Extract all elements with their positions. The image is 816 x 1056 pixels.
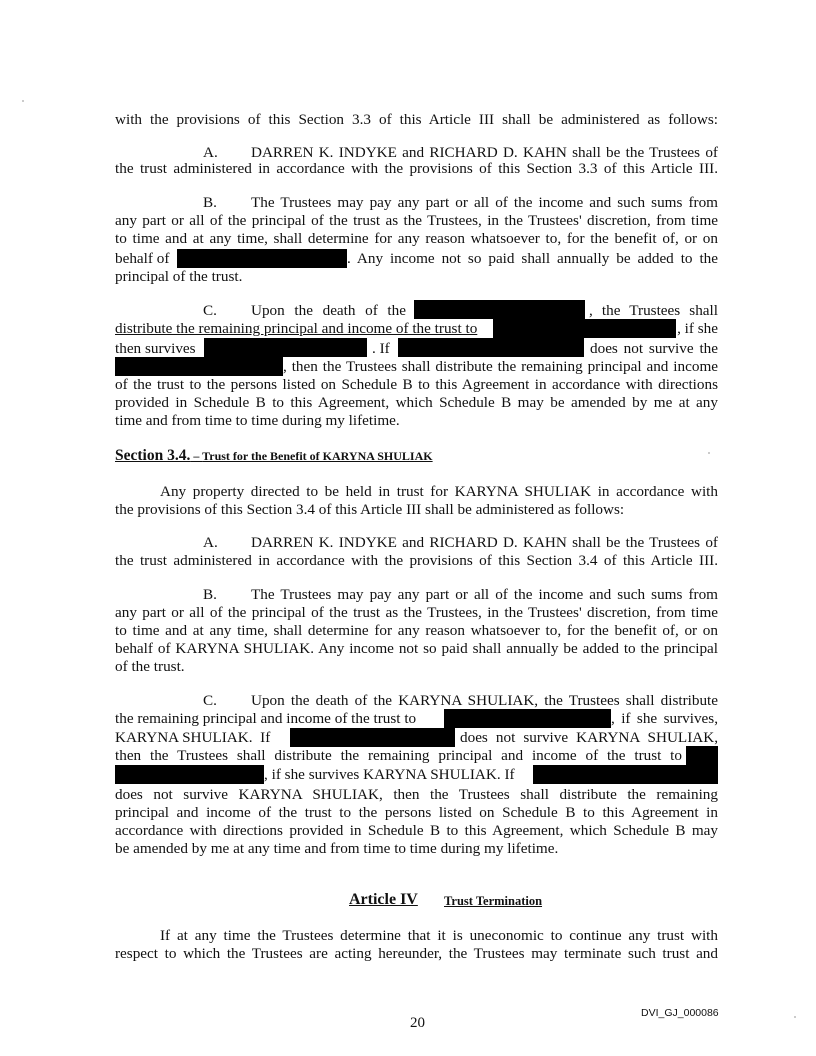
redaction-box [414,300,585,319]
s33-c-line3-start: then survives [115,340,196,357]
redaction-box [115,765,264,784]
s34-b-line2: any part or all of the principal of the trust as the Trustees, in the Trustees' discretion, from time [115,604,718,621]
s33-b-line2: any part or all of the principal of the trust as the Trustees, in the Trustees' discretion, from time [115,212,718,229]
s33-a-line2: the trust administered in accordance with the provisions of this Section 3.3 of this Article III. [115,160,718,177]
s34-c-line7: principal and income of the trust to the persons listed on Schedule B to this Agreement in [115,804,718,821]
s33-b-label: B. [203,194,217,211]
s34-b-line3: to time and at any time, shall determine for any reason whatsoever to, for the benefit of, or on [115,622,718,639]
redaction-box [444,709,611,728]
s34-c-line3-start: KARYNA SHULIAK. If [115,729,271,746]
redaction-box [533,765,686,784]
intro-line: with the provisions of this Section 3.3 of this Article III shall be administered as follows: [115,111,718,128]
s33-a-label: A. [203,144,218,161]
article-iv-title: Article IV [349,891,418,908]
s33-c-line1-start: Upon the death of the [251,302,406,319]
article-iv-line1: If at any time the Trustees determine that it is uneconomic to continue any trust with [160,927,718,944]
article-iv-subtitle: Trust Termination [444,894,543,908]
s34-b-line5: of the trust. [115,658,185,675]
s34-a-line1: DARREN K. INDYKE and RICHARD D. KAHN shall be the Trustees of [251,534,718,551]
s34-c-line9: be amended by me at any time and from time to time during my lifetime. [115,840,559,857]
s34-b-label: B. [203,586,217,603]
redaction-box [493,319,676,338]
section-3-4-number: Section 3.4. [115,447,191,464]
section-3-4-heading [115,447,433,465]
s34-c-line5: , if she survives KARYNA SHULIAK. If [264,766,515,783]
redaction-box [398,338,584,357]
s34-c-line6: does not survive KARYNA SHULIAK, then the Trustees shall distribute the remaining [115,786,718,803]
s33-c-label: C. [203,302,217,319]
scan-speck [22,100,24,102]
s34-intro-line2: the provisions of this Section 3.4 of this Article III shall be administered as follows: [115,501,625,518]
s33-c-line6: provided in Schedule B to this Agreement, which Schedule B may be amended by me at any [115,394,718,411]
s34-c-line4: then the Trustees shall distribute the remaining principal and income of the trust to [115,747,682,764]
s33-c-line4: , then the Trustees shall distribute the remaining principal and income [283,358,718,375]
s33-b-line1: The Trustees may pay any part or all of the income and such sums from [251,194,718,211]
s33-b-line3: to time and at any time, shall determine for any reason whatsoever to, for the benefit of, or on [115,230,718,247]
s34-c-line3-end: does not survive KARYNA SHULIAK, [460,729,718,746]
s33-c-line2-start: distribute the remaining principal and income of the trust to [115,320,478,337]
s34-b-line1: The Trustees may pay any part or all of the income and such sums from [251,586,718,603]
scan-speck [794,1016,796,1018]
s34-c-line2-start: the remaining principal and income of the trust to [115,710,417,727]
scan-speck [708,452,710,454]
s33-a-line1: DARREN K. INDYKE and RICHARD D. KAHN shall be the Trustees of [251,144,718,161]
s34-a-label: A. [203,534,218,551]
s33-c-line3-mid: . If [372,340,390,357]
page-number: 20 [410,1015,425,1031]
redaction-box [290,728,455,747]
s33-c-line7: time and from time to time during my lifetime. [115,412,400,429]
s34-c-line8: accordance with directions provided in Schedule B to this Agreement, which Schedule B may [115,822,718,839]
article-iv-heading [349,891,418,909]
section-3-4-title: Trust for the Benefit of KARYNA SHULIAK [202,449,433,463]
article-iv-line2: respect to which the Trustees are acting hereunder, the Trustees may terminate such trust and [115,945,718,962]
s34-c-line2-end: , if she survives, [611,710,718,727]
s34-a-line2: the trust administered in accordance with the provisions of this Section 3.4 of this Article III. [115,552,718,569]
redaction-box [686,746,718,784]
s34-c-label: C. [203,692,217,709]
s33-b-line4-start: behalf of [115,250,170,267]
s33-c-line5: of the trust to the persons listed on Schedule B to this Agreement in accordance with directions [115,376,718,393]
heading-dash: – [190,449,203,463]
article-iv-subheading [444,892,542,910]
s33-c-line1-end: , the Trustees shall [589,302,718,319]
redaction-box [115,357,283,376]
s33-c-line2-end: , if she [677,320,718,337]
redaction-box [177,249,347,268]
s33-b-line4-end: . Any income not so paid shall annually be added to the [347,250,718,267]
redaction-box [204,338,367,357]
bates-number: DVI_GJ_000086 [641,1007,719,1019]
s34-c-line1: Upon the death of the KARYNA SHULIAK, the Trustees shall distribute [251,692,718,709]
s34-intro-line1: Any property directed to be held in trust for KARYNA SHULIAK in accordance with [160,483,718,500]
s33-b-line5: principal of the trust. [115,268,243,285]
s33-c-line3-end: does not survive the [590,340,718,357]
s34-b-line4: behalf of KARYNA SHULIAK. Any income not so paid shall annually be added to the principal [115,640,718,657]
